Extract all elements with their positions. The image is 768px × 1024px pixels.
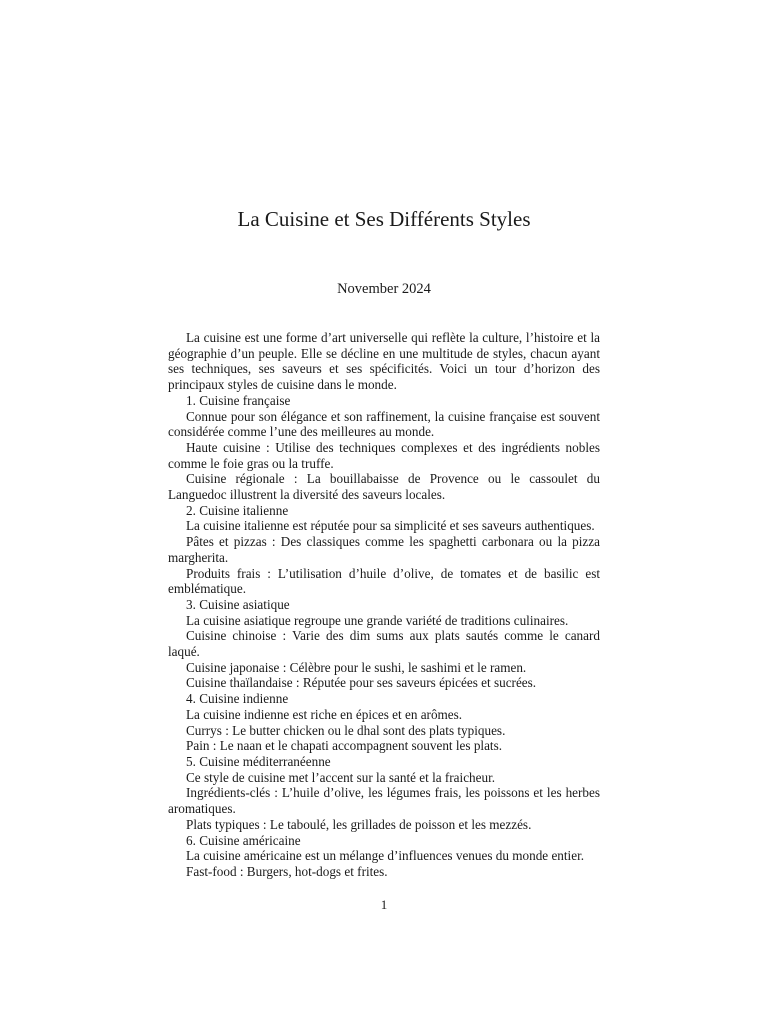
paragraph: La cuisine italienne est réputée pour sa simplicité et ses saveurs authentiques. [186,518,595,534]
paragraph: Produits frais : L’utilisation d’huile d’olive, de tomates et de basilic est emblématique. [168,565,600,597]
paragraph: La cuisine asiatique regroupe une grande variété de traditions culinaires. [186,612,569,628]
paragraph: Pain : Le naan et le chapati accompagnent souvent les plats. [186,738,503,754]
paragraph: La cuisine américaine est un mélange d’influences venues du monde entier. [186,848,585,864]
paragraph: Ce style de cuisine met l’accent sur la santé et la fraicheur. [186,769,496,785]
paragraph: Plats typiques : Le taboulé, les grillades de poisson et les mezzés. [186,816,532,832]
section-heading: 4. Cuisine indienne [186,691,289,707]
document-body [168,330,600,880]
paragraph: Cuisine chinoise : Varie des dim sums aux plats sautés comme le canard laqué. [168,628,600,660]
paragraph: Pâtes et pizzas : Des classiques comme les spaghetti carbonara ou la pizza margherita. [168,534,600,565]
paragraph: La cuisine est une forme d’art universelle qui reflète la culture, l’histoire et la géographie d’un peuple. Elle se décline en une multitude de styles, chacun ayant ses techniques, ses saveurs et ses spécificités. Voici un tour d’horizon des principaux styles de cuisine dans le monde. [168,330,600,393]
paragraph: Ingrédients-clés : L’huile d’olive, les légumes frais, les poissons et les herbes aromatiques. [168,785,600,817]
paragraph: Currys : Le butter chicken ou le dhal sont des plats typiques. [186,722,506,738]
document-title: La Cuisine et Ses Différents Styles [237,207,531,231]
paragraph: Cuisine régionale : La bouillabaisse de Provence ou le cassoulet du Languedoc illustrent la diversité des saveurs locales. [168,471,600,503]
paragraph: Fast-food : Burgers, hot-dogs et frites. [186,863,388,879]
paragraph: Connue pour son élégance et son raffinement, la cuisine française est souvent considérée comme l’une des meilleures au monde. [168,408,600,440]
section-heading: 3. Cuisine asiatique [186,596,290,612]
section-heading: 5. Cuisine méditerranéenne [186,753,331,769]
section-heading: 2. Cuisine italienne [186,502,289,518]
section-heading: 1. Cuisine française [186,392,291,408]
paragraph: La cuisine indienne est riche en épices et en arômes. [186,706,463,722]
paragraph: Cuisine japonaise : Célèbre pour le sushi, le sashimi et le ramen. [186,659,527,675]
document-date: November 2024 [337,281,431,297]
paragraph: Haute cuisine : Utilise des techniques complexes et des ingrédients nobles comme le foie gras ou la truffe. [168,439,600,471]
section-heading: 6. Cuisine américaine [186,832,301,848]
page-number: 1 [380,897,388,912]
paragraph: Cuisine thaïlandaise : Réputée pour ses saveurs épicées et sucrées. [186,675,537,691]
